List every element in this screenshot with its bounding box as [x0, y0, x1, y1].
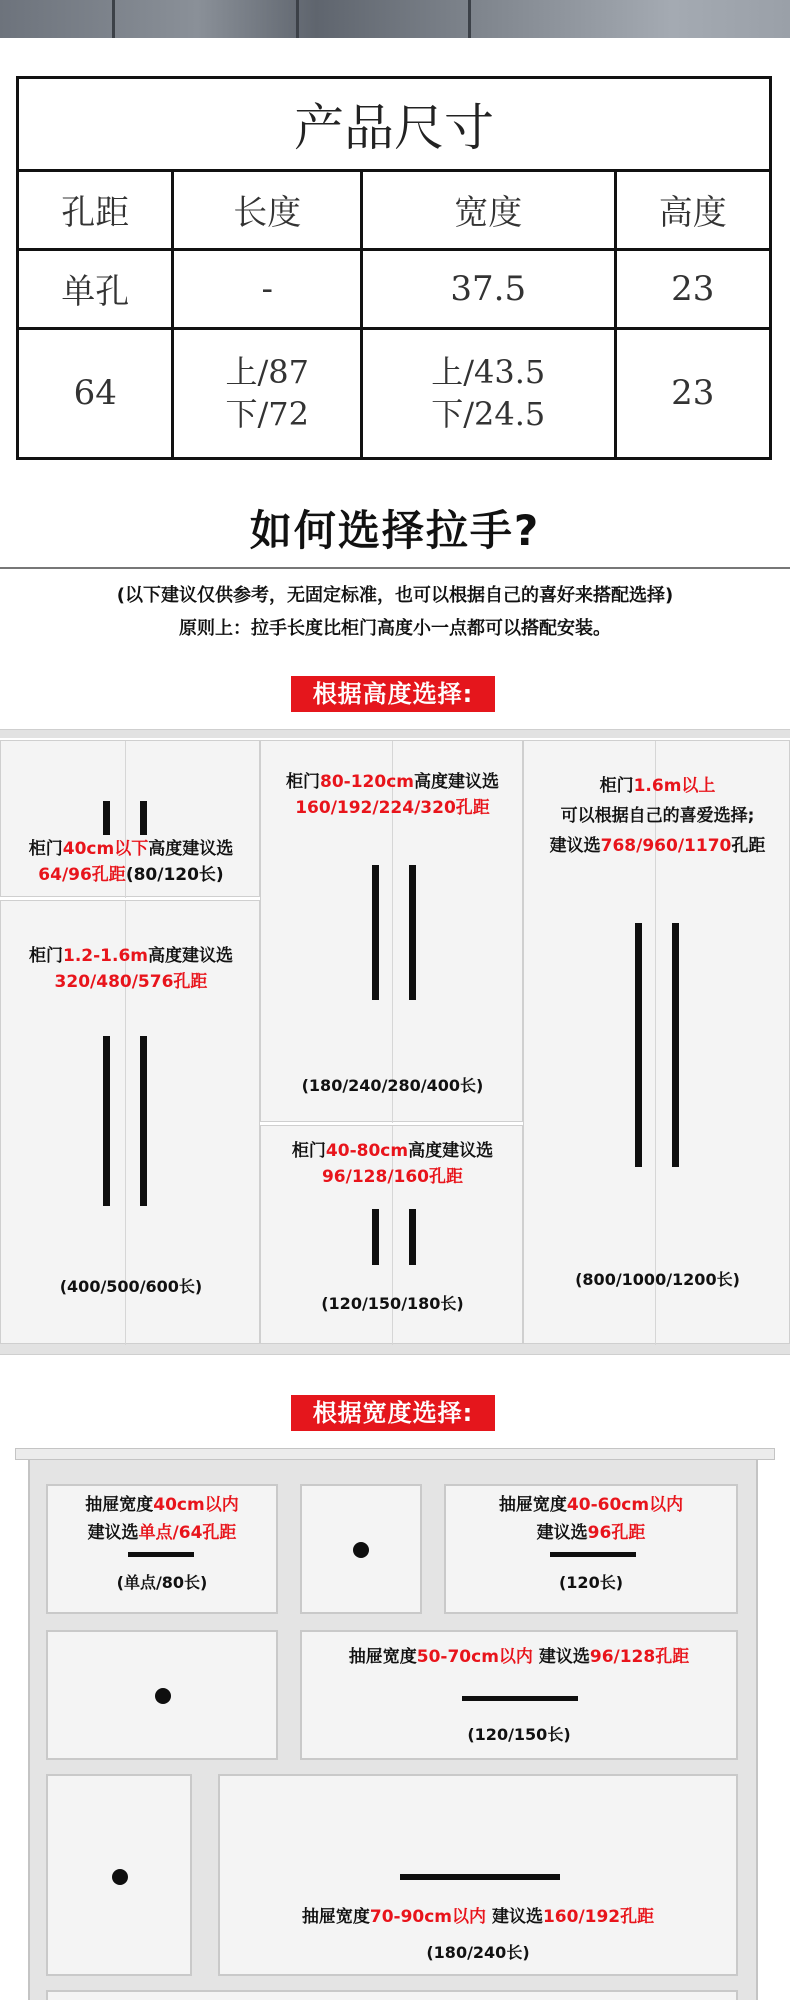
handle-icon — [103, 1036, 110, 1206]
header-height: 高度 — [615, 171, 770, 250]
handle-icon — [409, 1209, 416, 1265]
text-b: 40cm以下 — [62, 839, 149, 859]
handle-icon — [103, 801, 110, 835]
header-length: 长度 — [173, 171, 362, 250]
text-d: 160/192孔距 — [542, 1907, 655, 1927]
cell-height: 23 — [615, 249, 770, 328]
text-c: 高度建议选 — [408, 1141, 494, 1161]
length-label: (120/150/180长) — [321, 1294, 464, 1313]
header-width: 宽度 — [361, 171, 615, 250]
text-b: 40-60cm以内 — [566, 1495, 684, 1515]
cabinet-door-medium — [260, 740, 523, 1122]
panel-text — [261, 769, 524, 821]
divider — [0, 567, 790, 569]
drawer-knob — [46, 1630, 278, 1760]
text-b: 70-90cm以内 — [369, 1907, 487, 1927]
text-a: 柜门 — [29, 946, 63, 966]
drawer-medium — [444, 1484, 738, 1614]
drawer-extra-wide — [218, 1774, 738, 1976]
cell-length: - — [173, 249, 362, 328]
text-e: (80/120长) — [125, 865, 224, 885]
knob-icon — [155, 1688, 171, 1704]
cell-height: 23 — [615, 328, 770, 458]
text-b: 40cm以内 — [153, 1495, 239, 1515]
knob-icon — [353, 1542, 369, 1558]
text-d: 96孔距 — [587, 1523, 646, 1543]
banner-seam — [296, 0, 299, 38]
cabinet-door-small — [0, 740, 260, 897]
text-e: 768/960/1170 — [600, 836, 732, 856]
text-a: 柜门 — [286, 772, 320, 792]
text-a: 柜门 — [599, 776, 634, 796]
text-c: 高度建议选 — [148, 946, 233, 966]
drawer-text — [302, 1644, 736, 1670]
dresser-top — [15, 1448, 775, 1460]
drawer-text — [48, 1491, 276, 1547]
handle-icon — [462, 1696, 578, 1701]
text-d: 320/480/576孔距 — [54, 972, 208, 992]
drawer-knob — [46, 1774, 192, 1976]
text-c: 高度建议选 — [148, 839, 234, 859]
cell-spacing: 单孔 — [18, 249, 173, 328]
text-f: 孔距 — [731, 836, 766, 856]
section-heading: 如何选择拉手? — [249, 506, 541, 555]
text-a: 抽屉宽度 — [301, 1907, 370, 1927]
text-d: 单点/64孔距 — [138, 1523, 237, 1543]
handle-icon — [372, 865, 379, 1000]
text-c: 高度建议选 — [414, 772, 499, 792]
drawer-text — [220, 1904, 736, 1930]
header-spacing: 孔距 — [18, 171, 173, 250]
note-line-1: (以下建议仅供参考，无固定标准，也可以根据自己的喜好来搭配选择) — [116, 585, 674, 606]
text-d: 160/192/224/320孔距 — [295, 798, 490, 818]
width-top: 上/43.5 — [431, 353, 546, 392]
handle-icon — [550, 1552, 636, 1557]
height-badge: 根据高度选择: — [291, 676, 495, 712]
knob-icon — [112, 1869, 128, 1885]
top-banner-strip — [0, 0, 790, 38]
text-c: 建议选 — [486, 1907, 543, 1927]
length-bottom: 下/72 — [225, 395, 309, 434]
text-d: 建议选 — [549, 836, 601, 856]
length-label: (400/500/600长) — [59, 1277, 203, 1296]
text-b: 50-70cm以内 — [416, 1647, 533, 1667]
text-b: 1.6m以上 — [633, 776, 716, 796]
text-c: 可以根据自己的喜爱选择; — [560, 806, 755, 826]
handle-icon — [140, 801, 147, 835]
length-label: (180/240长) — [426, 1943, 530, 1962]
cell-width — [361, 328, 615, 458]
size-table-title: 产品尺寸 — [18, 78, 771, 171]
length-label: (120/150长) — [467, 1725, 571, 1744]
cabinet-door-short — [260, 1125, 523, 1344]
cabinet-bottom-edge — [0, 1344, 790, 1355]
handle-icon — [372, 1209, 379, 1265]
text-a: 抽屉宽度 — [498, 1495, 567, 1515]
cabinet-top-edge — [0, 729, 790, 738]
text-b: 40-80cm — [325, 1141, 409, 1161]
note-line-2: 原则上：拉手长度比柜门高度小一点都可以搭配安装。 — [179, 618, 611, 639]
text-b: 80-120cm — [320, 772, 414, 792]
banner-seam — [468, 0, 471, 38]
handle-icon — [635, 923, 642, 1167]
width-bottom: 下/24.5 — [431, 395, 546, 434]
text-a: 抽屉宽度 — [85, 1495, 154, 1515]
text-c: 建议选 — [87, 1523, 139, 1543]
cabinet-door-extra-tall — [523, 740, 790, 1344]
handle-icon — [409, 865, 416, 1000]
length-label: (单点/80长) — [116, 1573, 208, 1592]
width-badge: 根据宽度选择: — [291, 1395, 495, 1431]
text-b: 1.2-1.6m — [63, 946, 148, 966]
banner-seam — [112, 0, 115, 38]
panel-text — [1, 943, 261, 995]
text-a: 柜门 — [28, 839, 63, 859]
drawer-wide — [300, 1630, 738, 1760]
text-c: 建议选 — [536, 1523, 588, 1543]
panel-text — [524, 771, 790, 861]
text-a: 柜门 — [291, 1141, 326, 1161]
cell-width: 37.5 — [361, 249, 615, 328]
text-d: 96/128/160孔距 — [321, 1167, 464, 1187]
cell-length — [173, 328, 362, 458]
cell-spacing: 64 — [18, 328, 173, 458]
length-label: (120长) — [558, 1573, 624, 1592]
handle-icon — [128, 1552, 194, 1557]
cabinet-door-tall — [0, 900, 260, 1344]
size-table — [16, 76, 772, 460]
handle-icon — [672, 923, 679, 1167]
panel-text — [1, 836, 261, 888]
panel-text — [261, 1138, 524, 1190]
handle-icon — [140, 1036, 147, 1206]
drawer-small — [46, 1484, 278, 1614]
length-label: (800/1000/1200长) — [575, 1270, 740, 1289]
drawer-knob — [300, 1484, 422, 1614]
text-c: 建议选 — [532, 1647, 590, 1667]
handle-icon — [400, 1874, 560, 1880]
drawer-next-edge — [46, 1990, 738, 2000]
text-a: 抽屉宽度 — [348, 1647, 417, 1667]
text-d: 64/96孔距 — [38, 865, 126, 885]
length-label: (180/240/280/400长) — [301, 1076, 484, 1095]
drawer-text — [446, 1491, 736, 1547]
text-d: 96/128孔距 — [589, 1647, 690, 1667]
length-top: 上/87 — [225, 353, 309, 392]
